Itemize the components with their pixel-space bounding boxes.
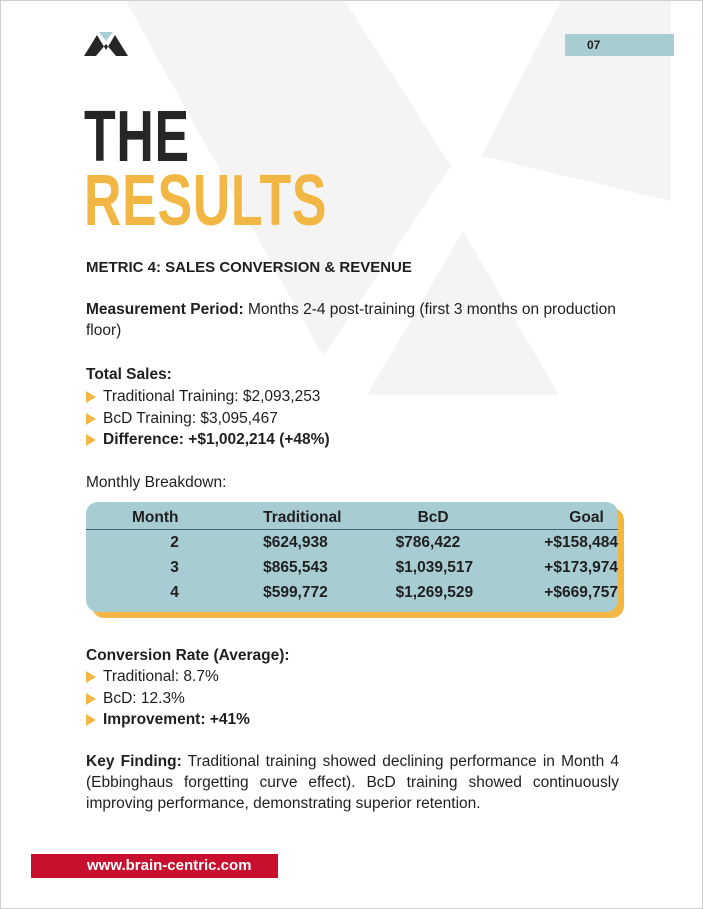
- table-row: [86, 555, 618, 580]
- cell-month: 3: [170, 558, 179, 576]
- col-header-goal: Goal: [544, 506, 618, 530]
- cell-traditional: $865,543: [263, 558, 328, 576]
- bullet-arrow-icon: [86, 391, 96, 403]
- list-item: Traditional Training: $2,093,253: [86, 386, 330, 408]
- monthly-label: Monthly Breakdown:: [86, 474, 227, 491]
- list-item: Improvement: +41%: [86, 709, 250, 731]
- total-sales-list: [86, 386, 330, 451]
- cell-month: 4: [170, 583, 179, 601]
- key-finding: [86, 751, 619, 814]
- bullet-arrow-icon: [86, 714, 96, 726]
- cell-goal: +$158,484: [544, 533, 618, 551]
- conversion-list: [86, 666, 250, 731]
- cell-month: 2: [170, 533, 179, 551]
- list-item: BcD: 12.3%: [86, 688, 250, 710]
- col-header-bcd: BcD: [396, 506, 545, 530]
- col-header-month: Month: [86, 506, 263, 530]
- bg-shape-right: [481, 1, 671, 201]
- measurement-label: Measurement Period:: [86, 301, 244, 318]
- breakdown-table: [86, 502, 618, 612]
- bullet-arrow-icon: [86, 693, 96, 705]
- list-item: Traditional: 8.7%: [86, 666, 250, 688]
- bullet-arrow-icon: [86, 671, 96, 683]
- bullet-arrow-icon: [86, 434, 96, 446]
- key-finding-text: Traditional training showed declining performance in Month 4 (Ebbinghaus forgetting curve effect). BcD training showed continuously improving performance, demonstrating superior retention.: [86, 753, 620, 812]
- website-link[interactable]: www.brain-centric.com: [31, 854, 278, 878]
- cell-traditional: $599,772: [263, 583, 328, 601]
- title-line-2: RESULTS: [84, 161, 328, 241]
- total-sales-label: Total Sales:: [86, 366, 172, 383]
- conversion-label: Conversion Rate (Average):: [86, 647, 290, 664]
- cell-bcd: $1,039,517: [395, 558, 474, 576]
- table-row: [86, 530, 618, 556]
- cell-bcd: $1,269,529: [395, 583, 474, 601]
- title-line-1: THE: [84, 97, 190, 177]
- cell-bcd: $786,422: [395, 533, 461, 551]
- bullet-arrow-icon: [86, 413, 96, 425]
- table-header-row: [86, 506, 618, 530]
- measurement-text: Months 2-4 post-training (first 3 months on production floor): [86, 301, 616, 339]
- list-item: BcD Training: $3,095,467: [86, 408, 330, 430]
- table-row: [86, 580, 618, 605]
- cell-goal: +$669,757: [544, 583, 618, 601]
- measurement-period: [86, 299, 619, 341]
- list-item: Difference: +$1,002,214 (+48%): [86, 429, 330, 451]
- cell-goal: +$173,974: [544, 558, 618, 576]
- key-finding-label: Key Finding:: [86, 753, 182, 770]
- col-header-traditional: Traditional: [263, 506, 395, 530]
- brand-logo-icon: [84, 32, 128, 58]
- page-number: 07: [565, 34, 674, 56]
- cell-traditional: $624,938: [263, 533, 328, 551]
- metric-heading: METRIC 4: SALES CONVERSION & REVENUE: [86, 259, 412, 276]
